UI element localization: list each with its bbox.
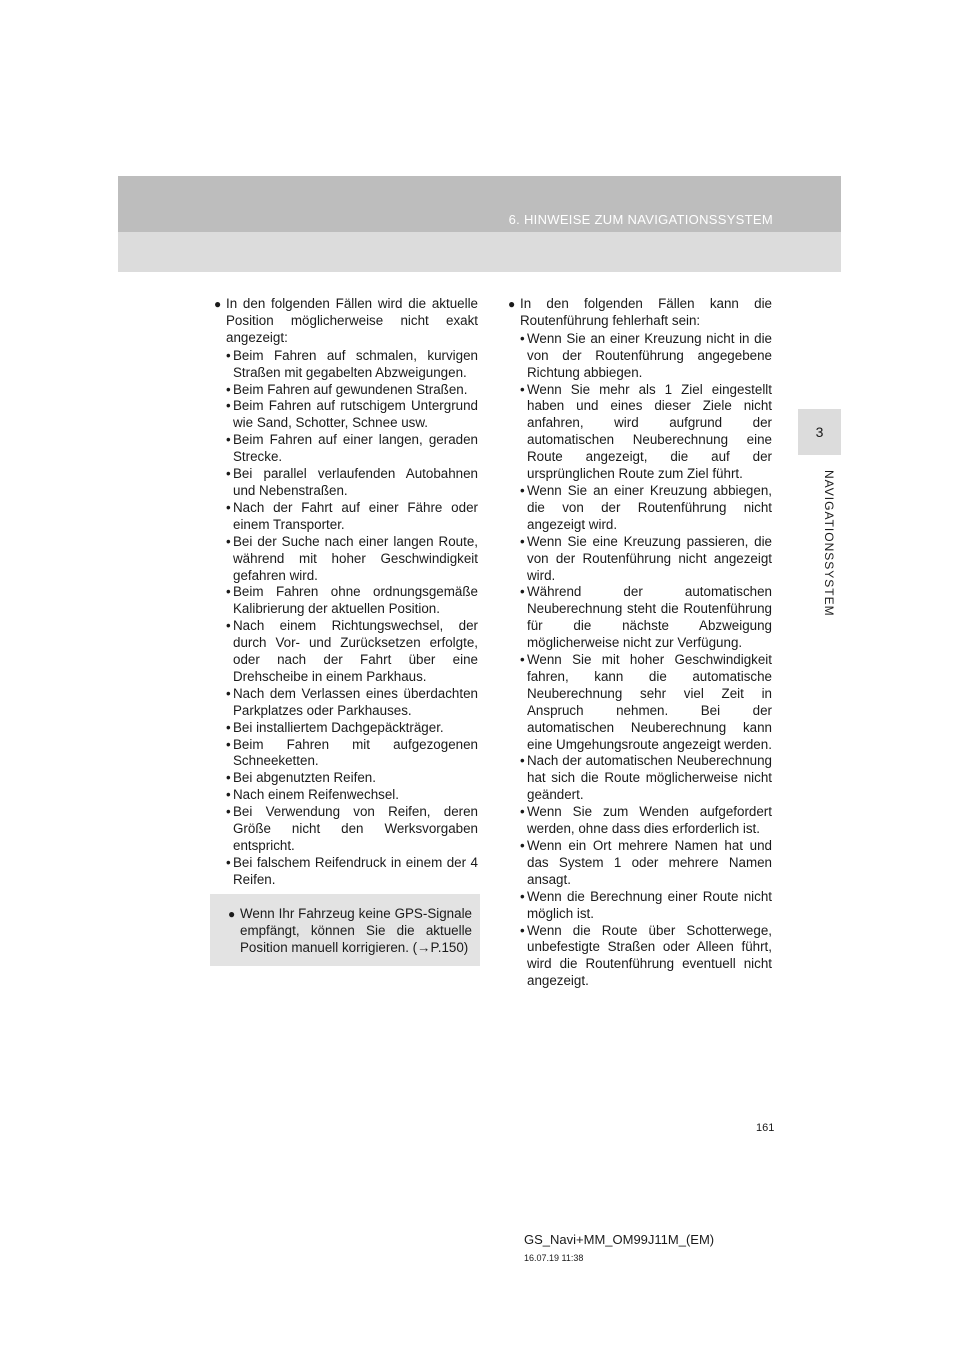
page-number: 161 xyxy=(756,1122,775,1134)
list-item xyxy=(216,787,478,804)
small-bullet-icon: • xyxy=(520,533,525,549)
list-item xyxy=(216,737,478,771)
small-bullet-icon: • xyxy=(226,770,231,786)
list-item xyxy=(216,500,478,534)
small-bullet-icon: • xyxy=(226,787,231,803)
list-item xyxy=(510,753,772,804)
small-bullet-icon: • xyxy=(226,398,231,414)
small-bullet-icon: • xyxy=(520,330,525,346)
list-item xyxy=(216,770,478,787)
small-bullet-icon: • xyxy=(520,584,525,600)
list-item xyxy=(510,889,772,923)
list-item xyxy=(216,618,478,686)
list-item-text: Wenn die Berechnung einer Route nicht möglich ist. xyxy=(527,888,772,921)
small-bullet-icon: • xyxy=(520,482,525,498)
small-bullet-icon: • xyxy=(226,533,231,549)
list-item-text: Wenn Sie mehr als 1 Ziel eingestellt haben und eines dieser Ziele nicht anfahren, wird aufgrund der automatischen Neuberechnung eine Route angezeigt, die auf der ursprünglichen Route zum Ziel führt. xyxy=(527,381,772,482)
small-bullet-icon: • xyxy=(226,381,231,397)
list-item xyxy=(216,348,478,382)
list-item xyxy=(510,331,772,382)
small-bullet-icon: • xyxy=(226,347,231,363)
list-item-text: Bei Verwendung von Reifen, deren Größe nicht den Werksvorgaben entspricht. xyxy=(233,804,478,853)
list-item xyxy=(510,652,772,753)
small-bullet-icon: • xyxy=(520,753,525,769)
header-band xyxy=(118,176,841,272)
left-bullet-list xyxy=(216,348,478,889)
list-item xyxy=(216,686,478,720)
list-item-text: Wenn Sie mit hoher Geschwindigkeit fahren, kann die automatische Neuberechnung sehr viel Zeit in Anspruch nehmen. Bei der automatischen Neuberechnung kann eine Umgehungsroute angezeigt werden. xyxy=(527,652,772,752)
list-item xyxy=(216,466,478,500)
list-item xyxy=(216,432,478,466)
small-bullet-icon: • xyxy=(226,466,231,482)
list-item xyxy=(216,534,478,585)
list-item xyxy=(216,382,478,399)
list-item-text: Bei parallel verlaufenden Autobahnen und Nebenstraßen. xyxy=(233,466,478,498)
list-item-text: Beim Fahren ohne ordnungsgemäße Kalibrierung der aktuellen Position. xyxy=(233,584,478,617)
section-title: 6. HINWEISE ZUM NAVIGATIONSSYSTEM xyxy=(508,212,773,227)
list-item xyxy=(510,584,772,652)
list-item xyxy=(216,855,478,889)
small-bullet-icon: • xyxy=(520,922,525,938)
list-item xyxy=(216,804,478,855)
list-item-text: Bei abgenutzten Reifen. xyxy=(233,770,376,786)
small-bullet-icon: • xyxy=(226,736,231,752)
list-item-text: Beim Fahren auf schmalen, kurvigen Straßen mit gegabelten Abzweigungen. xyxy=(233,347,478,380)
note-text: Wenn Ihr Fahrzeug keine GPS-Signale empfängt, können Sie die aktuelle Position manuell korrigieren. ( xyxy=(240,906,472,955)
list-item-text: Beim Fahren auf einer langen, geraden Strecke. xyxy=(233,432,478,465)
small-bullet-icon: • xyxy=(226,804,231,820)
list-item-text: Beim Fahren mit aufgezogenen Schneeketten. xyxy=(233,736,478,769)
small-bullet-icon: • xyxy=(520,381,525,397)
list-item-text: Nach dem Verlassen eines überdachten Parkplatzes oder Parkhauses. xyxy=(233,685,478,718)
round-bullet-icon: ● xyxy=(228,907,236,921)
list-item xyxy=(216,720,478,737)
left-column xyxy=(216,296,478,889)
round-bullet-icon: ● xyxy=(508,297,516,311)
small-bullet-icon: • xyxy=(520,804,525,820)
header-bar xyxy=(118,176,841,232)
list-item-text: Wenn Sie zum Wenden aufgefordert werden, ohne dass dies erforderlich ist. xyxy=(527,804,772,837)
list-item-text: Bei installiertem Dachgepäckträger. xyxy=(233,719,444,735)
round-bullet-icon: ● xyxy=(214,297,222,311)
chapter-tab-number[interactable]: 3 xyxy=(798,409,841,455)
left-lead-text: In den folgenden Fällen wird die aktuelle Position möglicherweise nicht exakt angezeigt: xyxy=(226,296,478,345)
small-bullet-icon: • xyxy=(226,499,231,515)
right-lead-paragraph xyxy=(510,296,772,330)
small-bullet-icon: • xyxy=(226,719,231,735)
list-item-text: Nach der Fahrt auf einer Fähre oder einem Transporter. xyxy=(233,499,478,532)
list-item-text: Bei der Suche nach einer langen Route, während mit hoher Geschwindigkeit gefahren wird. xyxy=(233,533,478,583)
small-bullet-icon: • xyxy=(520,652,525,668)
note-paragraph xyxy=(230,906,472,957)
document-code: GS_Navi+MM_OM99J11M_(EM) xyxy=(524,1232,715,1247)
list-item xyxy=(216,398,478,432)
small-bullet-icon: • xyxy=(520,838,525,853)
list-item-text: Wenn die Route über Schotterwege, unbefestigte Straßen oder Alleen führt, wird die Routenführung eventuell nicht angezeigt. xyxy=(527,922,772,989)
list-item-text: Beim Fahren auf rutschigem Untergrund wie Sand, Schotter, Schnee usw. xyxy=(233,398,478,431)
list-item-text: Wenn Sie an einer Kreuzung abbiegen, die von der Routenführung nicht angezeigt wird. xyxy=(527,482,772,532)
list-item-text: Nach einem Richtungswechsel, der durch Vor- und Zurücksetzen erfolgte, oder nach der Fahrt über eine Drehscheibe in einem Parkhaus. xyxy=(233,618,478,684)
right-lead-text: In den folgenden Fällen kann die Routenführung fehlerhaft sein: xyxy=(520,296,772,328)
small-bullet-icon: • xyxy=(226,584,231,600)
list-item xyxy=(510,838,772,889)
list-item xyxy=(510,923,772,991)
print-timestamp: 16.07.19 11:38 xyxy=(524,1253,584,1263)
small-bullet-icon: • xyxy=(520,888,525,904)
list-item-text: Beim Fahren auf gewundenen Straßen. xyxy=(233,381,468,397)
right-bullet-list xyxy=(510,331,772,990)
list-item xyxy=(510,804,772,838)
list-item-text: Wenn ein Ort mehrere Namen hat und das System 1 oder mehrere Namen ansagt. xyxy=(527,838,772,887)
small-bullet-icon: • xyxy=(226,854,231,870)
list-item-text: Bei falschem Reifendruck in einem der 4 Reifen. xyxy=(233,854,478,887)
list-item-text: Nach der automatischen Neuberechnung hat sich die Route möglicherweise nicht geändert. xyxy=(527,753,772,803)
page-reference-link[interactable]: P.150) xyxy=(430,939,469,955)
chapter-tab-label: NAVIGATIONSSYSTEM xyxy=(822,470,836,617)
note-box xyxy=(210,894,480,966)
list-item-text: Wenn Sie an einer Kreuzung nicht in die von der Routenführung angegebene Richtung abbiegen. xyxy=(527,330,772,380)
list-item xyxy=(510,382,772,483)
list-item xyxy=(216,584,478,618)
list-item-text: Nach einem Reifenwechsel. xyxy=(233,787,399,803)
small-bullet-icon: • xyxy=(226,432,231,448)
left-lead-paragraph xyxy=(216,296,478,347)
list-item-text: Während der automatischen Neuberechnung steht die Routenführung für die nächste Abzweigung möglicherweise nicht zur Verfügung. xyxy=(527,584,772,651)
right-column xyxy=(510,296,772,990)
list-item xyxy=(510,483,772,534)
arrow-right-icon: → xyxy=(417,939,431,955)
small-bullet-icon: • xyxy=(226,685,231,701)
list-item-text: Wenn Sie eine Kreuzung passieren, die von der Routenführung nicht angezeigt wird. xyxy=(527,533,772,583)
small-bullet-icon: • xyxy=(226,618,231,634)
list-item xyxy=(510,534,772,585)
